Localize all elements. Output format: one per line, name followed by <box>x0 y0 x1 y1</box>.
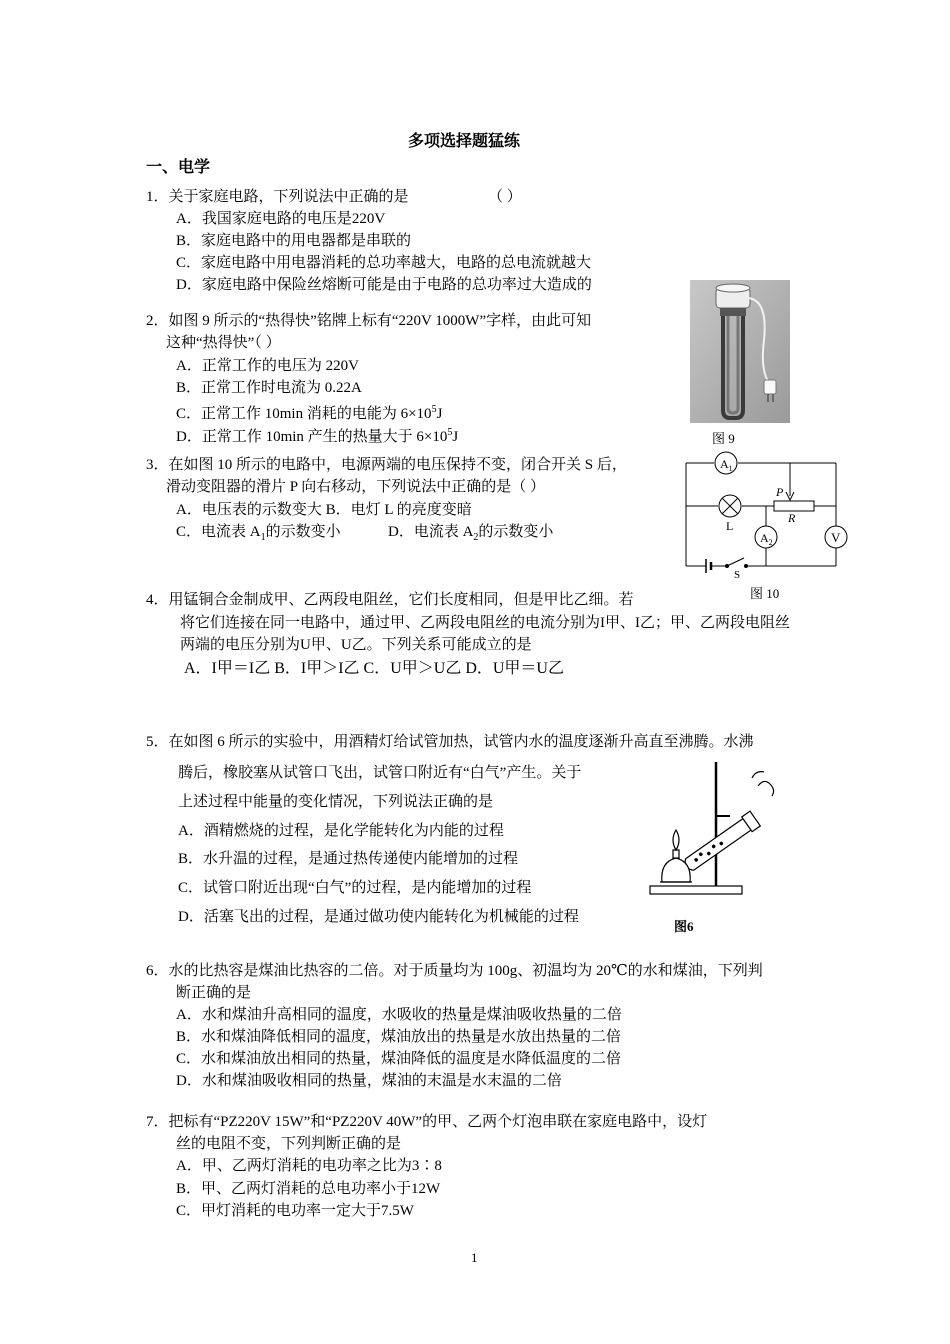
q5-stem-line1: 5．在如图 6 所示的实验中，用酒精灯给试管加热，试管内水的温度逐渐升高直至沸腾。水沸 <box>146 734 754 750</box>
flame <box>673 830 679 850</box>
svg-text:L: L <box>726 519 734 533</box>
q1-option-b: B．家庭电路中的用电器都是串联的 <box>176 233 412 249</box>
q7-option-b: B．甲、乙两灯消耗的总电功率小于12W <box>176 1181 441 1197</box>
q3-stem-line1: 3．在如图 10 所示的电路中，电源两端的电压保持不变，闭合开关 S 后， <box>146 457 627 473</box>
test-tube-heating-figure <box>646 758 784 936</box>
q1-stem: 1．关于家庭电路，下列说法中正确的是 <box>146 189 409 205</box>
q5-stem-line2: 腾后，橡胶塞从试管口飞出，试管口附近有“白气”产生。关于 <box>178 765 582 781</box>
svg-text:V: V <box>831 530 841 545</box>
figure-9-caption: 图 9 <box>712 431 735 446</box>
q3-options-ab: A．电压表的示数变大 B．电灯 L 的亮度变暗 <box>176 502 472 518</box>
q6-option-b: B．水和煤油降低相同的温度，煤油放出的热量是水放出热量的二倍 <box>176 1029 622 1045</box>
q5-option-d: D．活塞飞出的过程，是通过做功使内能转化为机械能的过程 <box>178 909 579 925</box>
q6-stem-line2: 断正确的是 <box>176 985 252 1001</box>
q7-option-a: A．甲、乙两灯消耗的电功率之比为3∶8 <box>176 1158 442 1174</box>
stand-base <box>650 886 742 894</box>
switch-s <box>727 558 744 566</box>
q4-stem-line2: 将它们连接在同一电路中，通过甲、乙两段电阻丝的电流分别为I甲、I乙；甲、乙两段电阻丝 <box>180 615 790 631</box>
immersion-heater-photo <box>690 280 790 423</box>
svg-text:R: R <box>788 511 796 525</box>
svg-text:A1: $A_1$ <box>720 457 733 473</box>
q7-option-c: C．甲灯消耗的电功率一定大于7.5W <box>176 1203 414 1219</box>
figure-6-caption: 图6 <box>674 919 694 934</box>
q6-option-c: C．水和煤油放出相同的热量，煤油降低的温度是水降低温度的二倍 <box>176 1051 622 1067</box>
svg-text:S: S <box>734 569 741 581</box>
q4-options: A．I甲＝I乙 B．I甲＞I乙 C．U甲＞U乙 D．U甲＝U乙 <box>184 660 564 677</box>
svg-text:A2: $A_2$ <box>760 531 773 547</box>
q4-stem-line3: 两端的电压分别为U甲、U乙。下列关系可能成立的是 <box>180 637 532 653</box>
q2-option-d: D．正常工作 10min 产生的热量大于 $6\times 10^5J$ <box>176 427 459 445</box>
q5-option-a: A．酒精燃烧的过程，是化学能转化为内能的过程 <box>178 823 504 839</box>
q3-option-c: C．电流表 $A_1$的示数变小 <box>176 524 341 543</box>
q2-option-c: C．正常工作 10min 消耗的电能为 $6\times 10^5J$ <box>176 404 443 422</box>
q2-option-a: A．正常工作的电压为 220V <box>176 358 359 374</box>
q3-option-d: D．电流表 $A_2$的示数变小 <box>388 524 554 543</box>
q1-answer-blank: （ ） <box>488 189 522 205</box>
q2-option-b: B．正常工作时电流为 0.22A <box>176 380 362 396</box>
q1-option-a: A．我国家庭电路的电压是220V <box>176 211 386 227</box>
q5-option-c: C．试管口附近出现“白气”的过程，是内能增加的过程 <box>178 880 532 896</box>
q4-stem-line1: 4．用锰铜合金制成甲、乙两段电阻丝，它们长度相同，但是甲比乙细。若 <box>146 592 634 608</box>
q6-option-d: D．水和煤油吸收相同的热量，煤油的末温是水末温的二倍 <box>176 1073 562 1089</box>
q7-stem-line2: 丝的电阻不变，下列判断正确的是 <box>176 1136 402 1152</box>
svg-text:P: P <box>776 485 784 499</box>
q5-option-b: B．水升温的过程，是通过热传递使内能增加的过程 <box>178 851 519 867</box>
figure-10-caption: 图 10 <box>750 586 780 601</box>
test-tube <box>681 811 760 874</box>
rheostat-r <box>774 501 814 511</box>
q1-option-d: D．家庭电路中保险丝熔断可能是由于电路的总功率过大造成的 <box>176 277 592 293</box>
q6-stem-line1: 6．水的比热容是煤油比热容的二倍。对于质量均为 100g、初温均为 20℃的水和煤油，下列判 <box>146 963 763 979</box>
page-title: 多项选择题猛练 <box>408 133 521 150</box>
q6-option-a: A．水和煤油升高相同的温度，水吸收的热量是煤油吸收热量的二倍 <box>176 1007 622 1023</box>
q1-option-c: C．家庭电路中用电器消耗的总功率越大，电路的总电流就越大 <box>176 255 592 271</box>
page-number: 1 <box>471 1250 478 1265</box>
q2-stem-line2: 这种“热得快”（ ） <box>166 335 281 351</box>
q5-stem-line3: 上述过程中能量的变化情况，下列说法正确的是 <box>178 794 494 810</box>
q3-stem-line2: 滑动变阻器的滑片 P 向右移动，下列说法中正确的是（ ） <box>166 479 546 495</box>
circuit-diagram <box>678 448 848 583</box>
q7-stem-line1: 7．把标有“PZ220V 15W”和“PZ220V 40W”的甲、乙两个灯泡串联在家庭电路中，设灯 <box>146 1114 708 1130</box>
q2-stem-line1: 2．如图 9 所示的“热得快”铭牌上标有“220V 1000W”字样，由此可知 <box>146 313 592 329</box>
section-heading: 一、电学 <box>146 159 211 176</box>
